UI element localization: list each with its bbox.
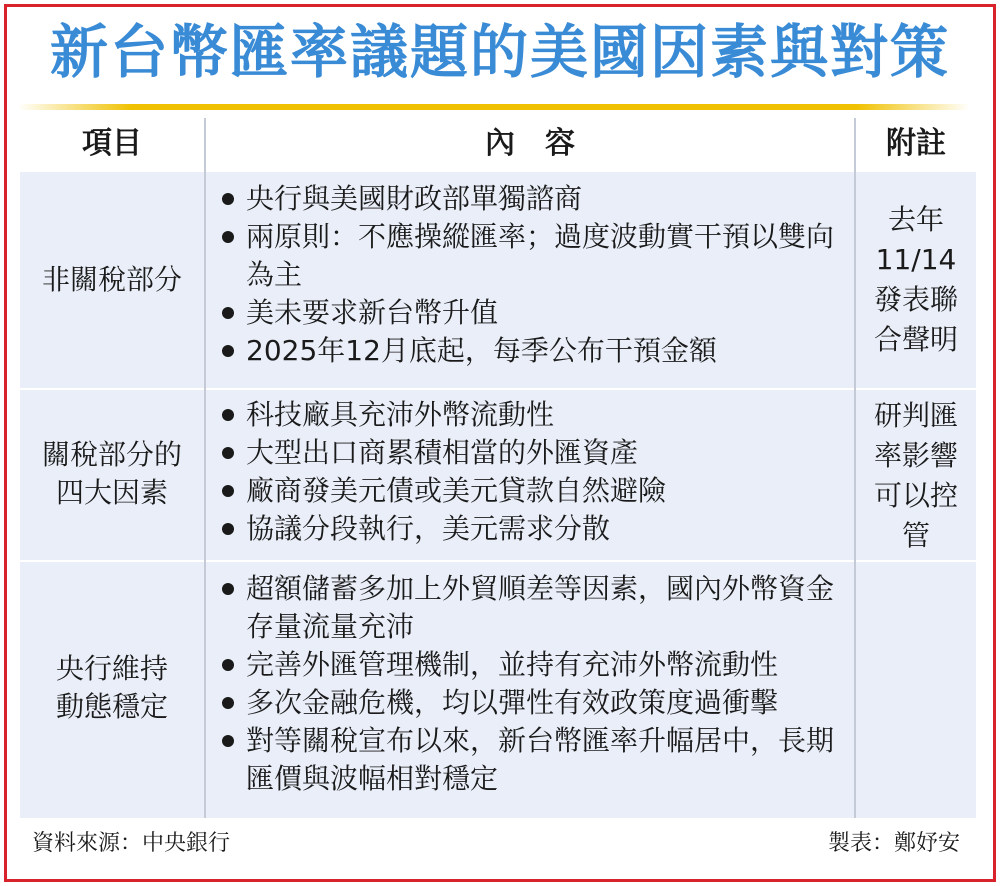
row-content	[218, 396, 858, 548]
header-note: 附註	[886, 126, 946, 161]
note-line: 11/14	[875, 243, 957, 276]
list-item: 協議分段執行，美元需求分散	[218, 510, 858, 548]
list-item: 兩原則：不應操縱匯率；過度波動實干預以雙向為主	[218, 218, 858, 294]
note-line: 率影響	[873, 439, 958, 472]
list-item: 大型出口商累積相當的外匯資產	[218, 434, 858, 472]
list-item: 央行與美國財政部單獨諮商	[218, 180, 858, 218]
table-row	[20, 390, 976, 560]
list-item: 超額儲蓄多加上外貿順差等因素，國內外幣資金存量流量充沛	[218, 570, 858, 646]
item-line: 央行維持	[55, 652, 168, 685]
row-item	[20, 650, 204, 726]
row-note	[856, 396, 976, 556]
row-content	[218, 570, 858, 798]
page-title: 新台幣匯率議題的美國因素與對策	[49, 18, 950, 86]
list-item: 多次金融危機，均以彈性有效政策度過衝擊	[218, 684, 858, 722]
list-item: 2025年12月底起，每季公布干預金額	[218, 332, 858, 370]
source-note: 資料來源：中央銀行	[32, 831, 231, 856]
row-content	[218, 180, 858, 370]
list-item: 完善外匯管理機制，並持有充沛外幣流動性	[218, 646, 858, 684]
note-line: 合聲明	[873, 323, 958, 356]
row-item	[20, 436, 204, 512]
item-line: 動態穩定	[55, 690, 168, 723]
list-item: 對等關稅宣布以來，新台幣匯率升幅居中，長期匯價與波幅相對穩定	[218, 722, 858, 798]
table-row	[20, 562, 976, 818]
row-note	[856, 200, 976, 360]
credit-note: 製表：鄭妤安	[827, 831, 960, 856]
title-divider	[18, 104, 970, 110]
header-content: 內 容	[485, 126, 575, 161]
column-divider	[204, 118, 206, 818]
row-item: 非關稅部分	[41, 263, 182, 296]
note-line: 管	[901, 519, 930, 552]
list-item: 科技廠具充沛外幣流動性	[218, 396, 858, 434]
header-item: 項目	[82, 126, 142, 161]
note-line: 去年	[887, 203, 944, 236]
note-line: 可以控	[873, 479, 958, 512]
note-line: 研判匯	[873, 399, 958, 432]
list-item: 廠商發美元債或美元貸款自然避險	[218, 472, 858, 510]
item-line: 關稅部分的	[41, 438, 182, 471]
table-header	[20, 118, 976, 170]
list-item: 美未要求新台幣升值	[218, 294, 858, 332]
column-divider	[854, 118, 856, 818]
table-row	[20, 172, 976, 388]
item-line: 四大因素	[55, 476, 168, 509]
note-line: 發表聯	[873, 283, 958, 316]
